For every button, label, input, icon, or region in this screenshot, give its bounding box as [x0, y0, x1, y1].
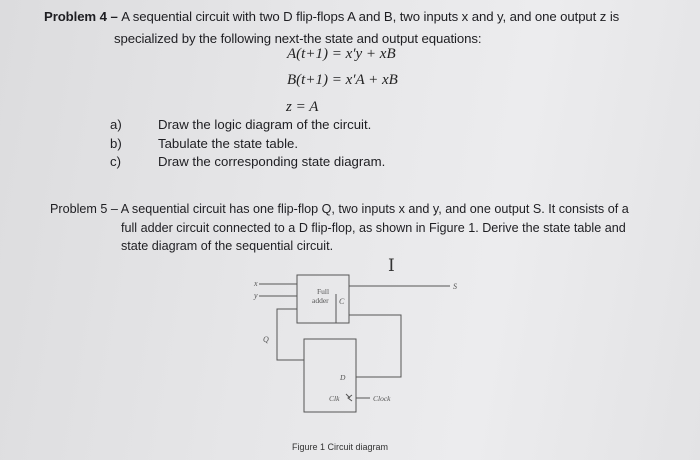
problem5-line2: full adder circuit connected to a D flip-flop, as shown in Figure 1. Derive the state table and — [121, 220, 626, 235]
problem4-title: Problem 4 — [44, 9, 107, 24]
q-feedback-wire — [277, 309, 304, 360]
text-cursor-icon: I — [388, 256, 395, 276]
carry-label: C — [339, 297, 345, 306]
clock-label: Clock — [373, 394, 391, 403]
q-label: Q — [263, 335, 269, 344]
problem5-dash: – — [107, 202, 121, 216]
problem4-intro-line2: specialized by the following next-the state and output equations: — [114, 31, 482, 46]
output-s-label: S — [453, 282, 457, 291]
clk-label: Clk — [329, 394, 340, 403]
problem4-dash: – — [106, 9, 122, 24]
part-label: b) — [110, 135, 122, 151]
figure-caption: Figure 1 Circuit diagram — [292, 442, 389, 452]
carry-to-d-wire — [349, 315, 401, 377]
full-adder-label-1: Full — [317, 287, 330, 296]
part-text: Tabulate the state table. — [158, 135, 299, 151]
problem5-line3: state diagram of the sequential circuit. — [121, 239, 334, 253]
equation-a: A(t+1) = x′y + xB — [287, 46, 396, 62]
problem5-title: Problem 5 — [50, 202, 108, 216]
d-input-label: D — [340, 373, 346, 382]
equation-b: B(t+1) = x′A + xB — [287, 72, 398, 88]
input-x-label: x — [254, 279, 258, 288]
equation-z: z = A — [286, 99, 319, 115]
part-label: c) — [110, 154, 121, 169]
part-text: Draw the corresponding state diagram. — [158, 154, 386, 169]
part-label: a) — [110, 117, 122, 132]
part-text: Draw the logic diagram of the circuit. — [158, 117, 372, 132]
input-y-label: y — [254, 291, 258, 300]
problem5-line1: A sequential circuit has one flip-flop Q, two inputs x and y, and one output S. It consists of a — [120, 202, 629, 216]
problem4-intro-line1: A sequential circuit with two D flip-flops A and B, two inputs x and y, and one output z is — [121, 9, 620, 24]
full-adder-label-2: adder — [312, 296, 329, 305]
